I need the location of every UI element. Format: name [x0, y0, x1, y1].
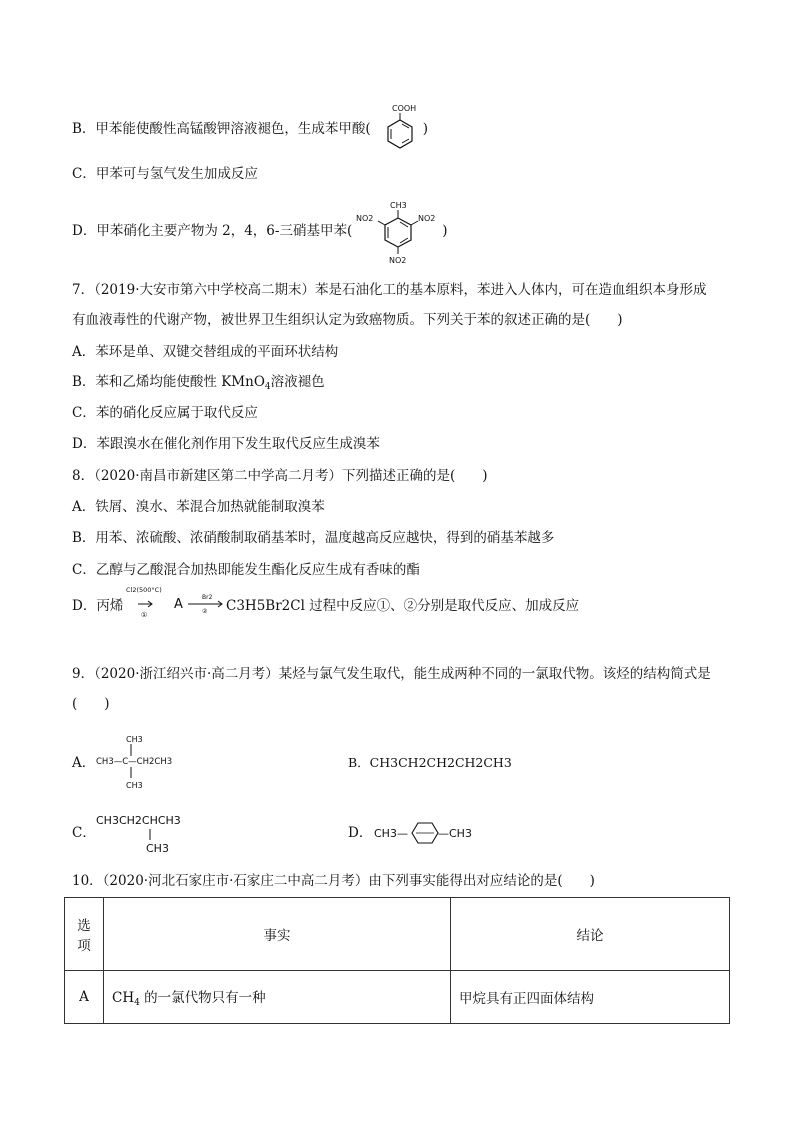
tnt-nitro-right-label: NO2 [418, 214, 436, 223]
q9-a-bottom-methyl: CH3 [126, 781, 143, 790]
reaction-arrows [124, 584, 224, 624]
tnt-nitro-left-label: NO2 [356, 214, 374, 223]
q8-option-b: B．用苯、浓硫酸、浓硝酸制取硝基苯时，温度越高反应越快，得到的硝基苯越多 [72, 530, 555, 546]
reaction-intermediate: A [174, 597, 183, 612]
q6-option-d: D．甲苯硝化主要产物为 2，4，6-三硝基甲苯( ) [72, 223, 448, 239]
tnt-methyl-label: CH3 [390, 201, 407, 210]
q9-option-d-structure [374, 820, 484, 846]
reaction-step-1: ① [141, 611, 148, 619]
reaction-condition-1: Cl2(500°C) [126, 586, 162, 594]
q9-c-main-chain: CH3CH2CHCH3 [96, 814, 181, 827]
header-fact: 事实 [104, 898, 451, 971]
q9-a-main-chain: CH3—C—CH2CH3 [96, 757, 173, 767]
header-conclusion: 结论 [451, 898, 730, 971]
q8-stem: 8．（2020·南昌市新建区第二中学高二月考）下列描述正确的是( ) [72, 468, 488, 484]
q6-option-c: C．甲苯可与氢气发生加成反应 [72, 166, 258, 182]
row-option: A [65, 971, 104, 1024]
q8-option-c: C．乙醇与乙酸混合加热即能发生酯化反应生成有香味的酯 [72, 562, 420, 578]
row-fact: $CH_4$ 的一氯代物只有一种 [104, 971, 451, 1024]
q7-option-a: A．苯环是单、双键交替组成的平面环状结构 [72, 344, 339, 360]
reaction-step-2: ② [202, 608, 208, 615]
q6-option-b: B．甲苯能使酸性高锰酸钾溶液褪色，生成苯甲酸( ) [72, 121, 428, 137]
q9-option-c-label: C． [72, 825, 96, 841]
q9-d-right-methyl: —CH3 [438, 827, 472, 840]
cooh-label: COOH [392, 104, 417, 113]
reaction-condition-2: Br2 [202, 594, 213, 601]
table-row [65, 971, 730, 1024]
q9-a-top-methyl: CH3 [126, 735, 143, 744]
q9-stem-line2: ( ) [72, 696, 110, 712]
q9-stem-line1: 9．（2020·浙江绍兴市·高二月考）某烃与氯气发生取代，能生成两种不同的一氯取代物。该烃的结构简式是 [72, 666, 711, 682]
q10-table [64, 897, 730, 1024]
q7-stem-line1: 7．（2019·大安市第六中学校高二期末）苯是石油化工的基本原料，苯进入人体内，可在造血组织本身形成 [72, 282, 707, 298]
row-conclusion: 甲烷具有正四面体结构 [451, 971, 730, 1024]
header-option: 选项 [65, 898, 104, 971]
q9-option-b: B．CH3CH2CH2CH2CH3 [348, 755, 512, 770]
q9-option-a-label: A． [72, 755, 96, 771]
trinitrotoluene-structure [350, 196, 446, 266]
benzoic-acid-structure [378, 102, 430, 154]
q9-d-left-methyl: CH3— [374, 827, 408, 840]
q8-option-a: A．铁屑、溴水、苯混合加热就能制取溴苯 [72, 499, 325, 515]
q8-option-d: D．丙烯 [72, 598, 124, 614]
q7-option-d: D．苯跟溴水在催化剂作用下发生取代反应生成溴苯 [72, 436, 380, 452]
q7-stem-line2: 有血液毒性的代谢产物，被世界卫生组织认定为致癌物质。下列关于苯的叙述正确的是( ) [72, 312, 623, 328]
q9-c-branch-methyl: CH3 [146, 842, 169, 855]
q9-option-c-structure [96, 808, 206, 858]
q9-option-d-label: D． [348, 825, 373, 841]
tnt-nitro-bottom-label: NO2 [389, 256, 407, 265]
q8-option-d-product: C3H5Br2Cl 过程中反应①、②分别是取代反应、加成反应 [226, 598, 580, 614]
q10-stem: 10．（2020·河北石家庄市·石家庄二中高二月考）由下列事实能得出对应结论的是( ) [72, 873, 595, 889]
q7-option-c: C．苯的硝化反应属于取代反应 [72, 405, 258, 421]
q9-option-a-structure [96, 732, 206, 792]
q7-option-b: B．苯和乙烯均能使酸性 KMnO$_4$溶液褪色 [72, 374, 325, 392]
table-header-row [65, 898, 730, 971]
